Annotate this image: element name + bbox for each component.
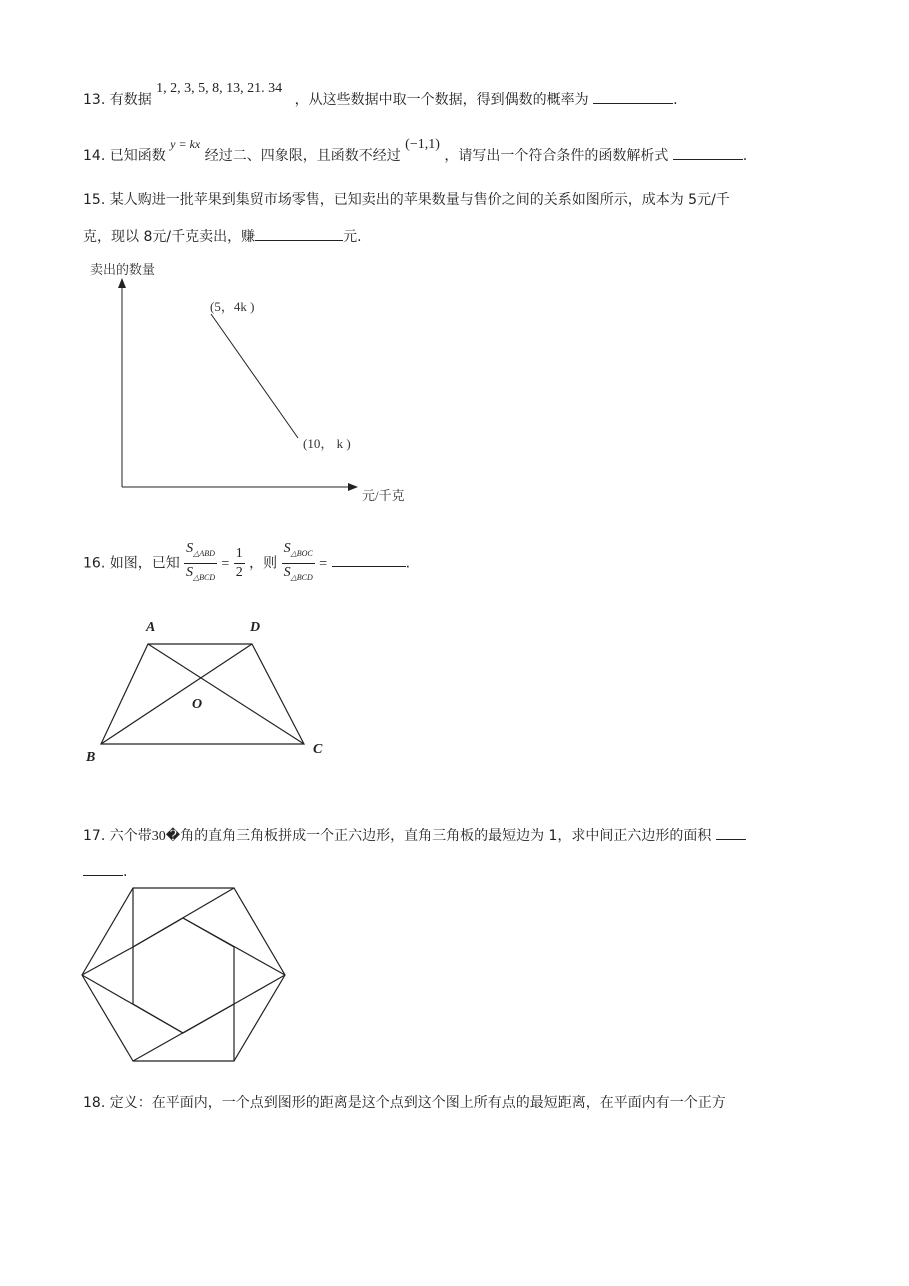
- question-text: ，请写出一个符合条件的函数解析式: [444, 148, 669, 164]
- equals-sign: =: [221, 556, 230, 572]
- point-start-label: (5，4k ): [210, 299, 255, 314]
- question-text: 定义：在平面内，一个点到图形的距离是这个点到这个图上所有点的最短距离，在平面内有一个正方: [109, 1095, 726, 1111]
- angle-value: 30�: [151, 829, 181, 844]
- area-ratio-abd-bcd: $\frac{S_{\triangle ABD}}{S_{\triangle BCD}}$: [185, 541, 216, 582]
- question-text: 六个带: [109, 828, 152, 844]
- vertex-label-o: O: [192, 697, 203, 712]
- point-end-label: (10， k ): [303, 436, 351, 451]
- question-text: 已知函数: [109, 148, 166, 164]
- period: .: [742, 148, 748, 164]
- question-number: 17.: [83, 828, 106, 844]
- vertex-label-a: A: [146, 620, 156, 635]
- outer-hexagon: [82, 888, 285, 1061]
- question-number: 16.: [83, 555, 106, 572]
- data-list: 1, 2, 3, 5, 8, 13, 21. 34: [156, 81, 283, 96]
- question-number: 14.: [83, 148, 106, 164]
- question-number: 15.: [83, 192, 106, 208]
- vertex-label-b: B: [86, 750, 96, 765]
- function-formula: y = kx: [170, 137, 201, 151]
- question-text: 如图，已知: [109, 555, 180, 572]
- equals-sign: =: [319, 556, 328, 572]
- question-text: ，则: [249, 555, 278, 572]
- question-text: 元.: [343, 229, 362, 245]
- question-text: 角的直角三角板拼成一个正六边形，直角三角板的最短边为 1，求中间正六边形的面积: [180, 828, 712, 844]
- y-axis-label: 卖出的数量: [90, 262, 156, 277]
- period: .: [123, 864, 128, 880]
- period: .: [405, 555, 411, 572]
- inner-hexagon: [133, 918, 234, 1033]
- vertex-label-c: C: [313, 742, 323, 757]
- period: .: [673, 92, 678, 108]
- vertex-label-d: D: [250, 620, 261, 635]
- triangle-edge: [234, 975, 285, 1004]
- question-number: 13.: [83, 92, 106, 108]
- question-number: 18.: [83, 1095, 106, 1111]
- x-axis-label: 元/千克: [362, 488, 405, 503]
- question-text: ，从这些数据中取一个数据，得到偶数的概率为: [294, 92, 589, 108]
- question-text: 有数据: [109, 92, 152, 108]
- question-text: 某人购进一批苹果到集贸市场零售，已知卖出的苹果数量与售价之间的关系如图所示，成本为 5元/千: [109, 192, 730, 208]
- point-coordinate: (−1,1): [405, 137, 440, 152]
- area-ratio-boc-bcd: $\frac{S_{\triangle BOC}}{S_{\triangle BCD}}$: [283, 541, 313, 582]
- question-18: [83, 1093, 726, 1113]
- one-half: $\frac{1}{2}$: [235, 545, 243, 580]
- question-text: 克，现以 8元/千克卖出，赚: [83, 229, 256, 245]
- question-text: 经过二、四象限，且函数不经过: [204, 148, 401, 164]
